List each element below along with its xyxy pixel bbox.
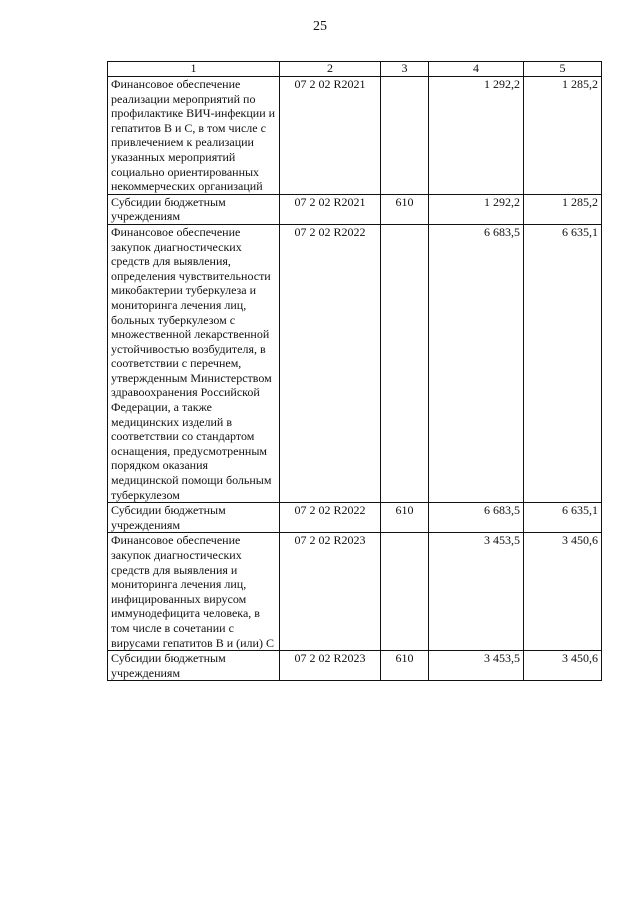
row-type xyxy=(381,77,429,195)
row-value-1: 6 683,5 xyxy=(429,503,524,533)
row-value-2: 1 285,2 xyxy=(524,77,602,195)
column-header-2: 2 xyxy=(280,62,381,77)
row-code: 07 2 02 R2023 xyxy=(280,533,381,651)
row-type: 610 xyxy=(381,503,429,533)
row-code: 07 2 02 R2021 xyxy=(280,77,381,195)
row-code: 07 2 02 R2022 xyxy=(280,224,381,502)
row-name: Финансовое обеспечение закупок диагностических средств для выявления, определения чувствительности микобактерии туберкулеза и мониторинга лечения лиц, больных туберкулезом с множественной лекарственной устойчивостью возбудителя, в соответствии с перечнем, утвержденным Министерством здравоохранения Российской Федерации, а также медицинских изделий в соответствии со стандартом оснащения, предусмотренным порядком оказания медицинской помощи больным туберкулезом xyxy=(108,224,280,502)
column-header-3: 3 xyxy=(381,62,429,77)
row-type xyxy=(381,224,429,502)
table-row xyxy=(108,533,602,651)
table-row xyxy=(108,651,602,681)
row-name: Финансовое обеспечение реализации мероприятий по профилактике ВИЧ-инфекции и гепатитов В и С, в том числе с привлечением к реализации указанных мероприятий социально ориентированных некоммерческих организаций xyxy=(108,77,280,195)
table-row xyxy=(108,194,602,224)
row-type: 610 xyxy=(381,651,429,681)
row-value-1: 1 292,2 xyxy=(429,77,524,195)
row-value-1: 6 683,5 xyxy=(429,224,524,502)
row-value-1: 1 292,2 xyxy=(429,194,524,224)
row-name: Субсидии бюджетным учреждениям xyxy=(108,194,280,224)
row-value-2: 1 285,2 xyxy=(524,194,602,224)
row-code: 07 2 02 R2021 xyxy=(280,194,381,224)
row-name: Субсидии бюджетным учреждениям xyxy=(108,503,280,533)
table-row xyxy=(108,224,602,502)
column-header-1: 1 xyxy=(108,62,280,77)
table-row xyxy=(108,503,602,533)
budget-table xyxy=(107,61,602,681)
table-row xyxy=(108,77,602,195)
column-header-5: 5 xyxy=(524,62,602,77)
row-value-1: 3 453,5 xyxy=(429,533,524,651)
row-value-2: 3 450,6 xyxy=(524,533,602,651)
row-value-1: 3 453,5 xyxy=(429,651,524,681)
row-name: Финансовое обеспечение закупок диагностических средств для выявления и мониторинга лечения лиц, инфицированных вирусом иммунодефицита человека, в том числе в сочетании с вирусами гепатитов В и (или) С xyxy=(108,533,280,651)
header-row xyxy=(108,62,602,77)
row-value-2: 6 635,1 xyxy=(524,503,602,533)
row-type xyxy=(381,533,429,651)
row-type: 610 xyxy=(381,194,429,224)
page-number: 25 xyxy=(313,19,327,34)
row-value-2: 3 450,6 xyxy=(524,651,602,681)
row-name: Субсидии бюджетным учреждениям xyxy=(108,651,280,681)
row-code: 07 2 02 R2023 xyxy=(280,651,381,681)
row-code: 07 2 02 R2022 xyxy=(280,503,381,533)
row-value-2: 6 635,1 xyxy=(524,224,602,502)
column-header-4: 4 xyxy=(429,62,524,77)
